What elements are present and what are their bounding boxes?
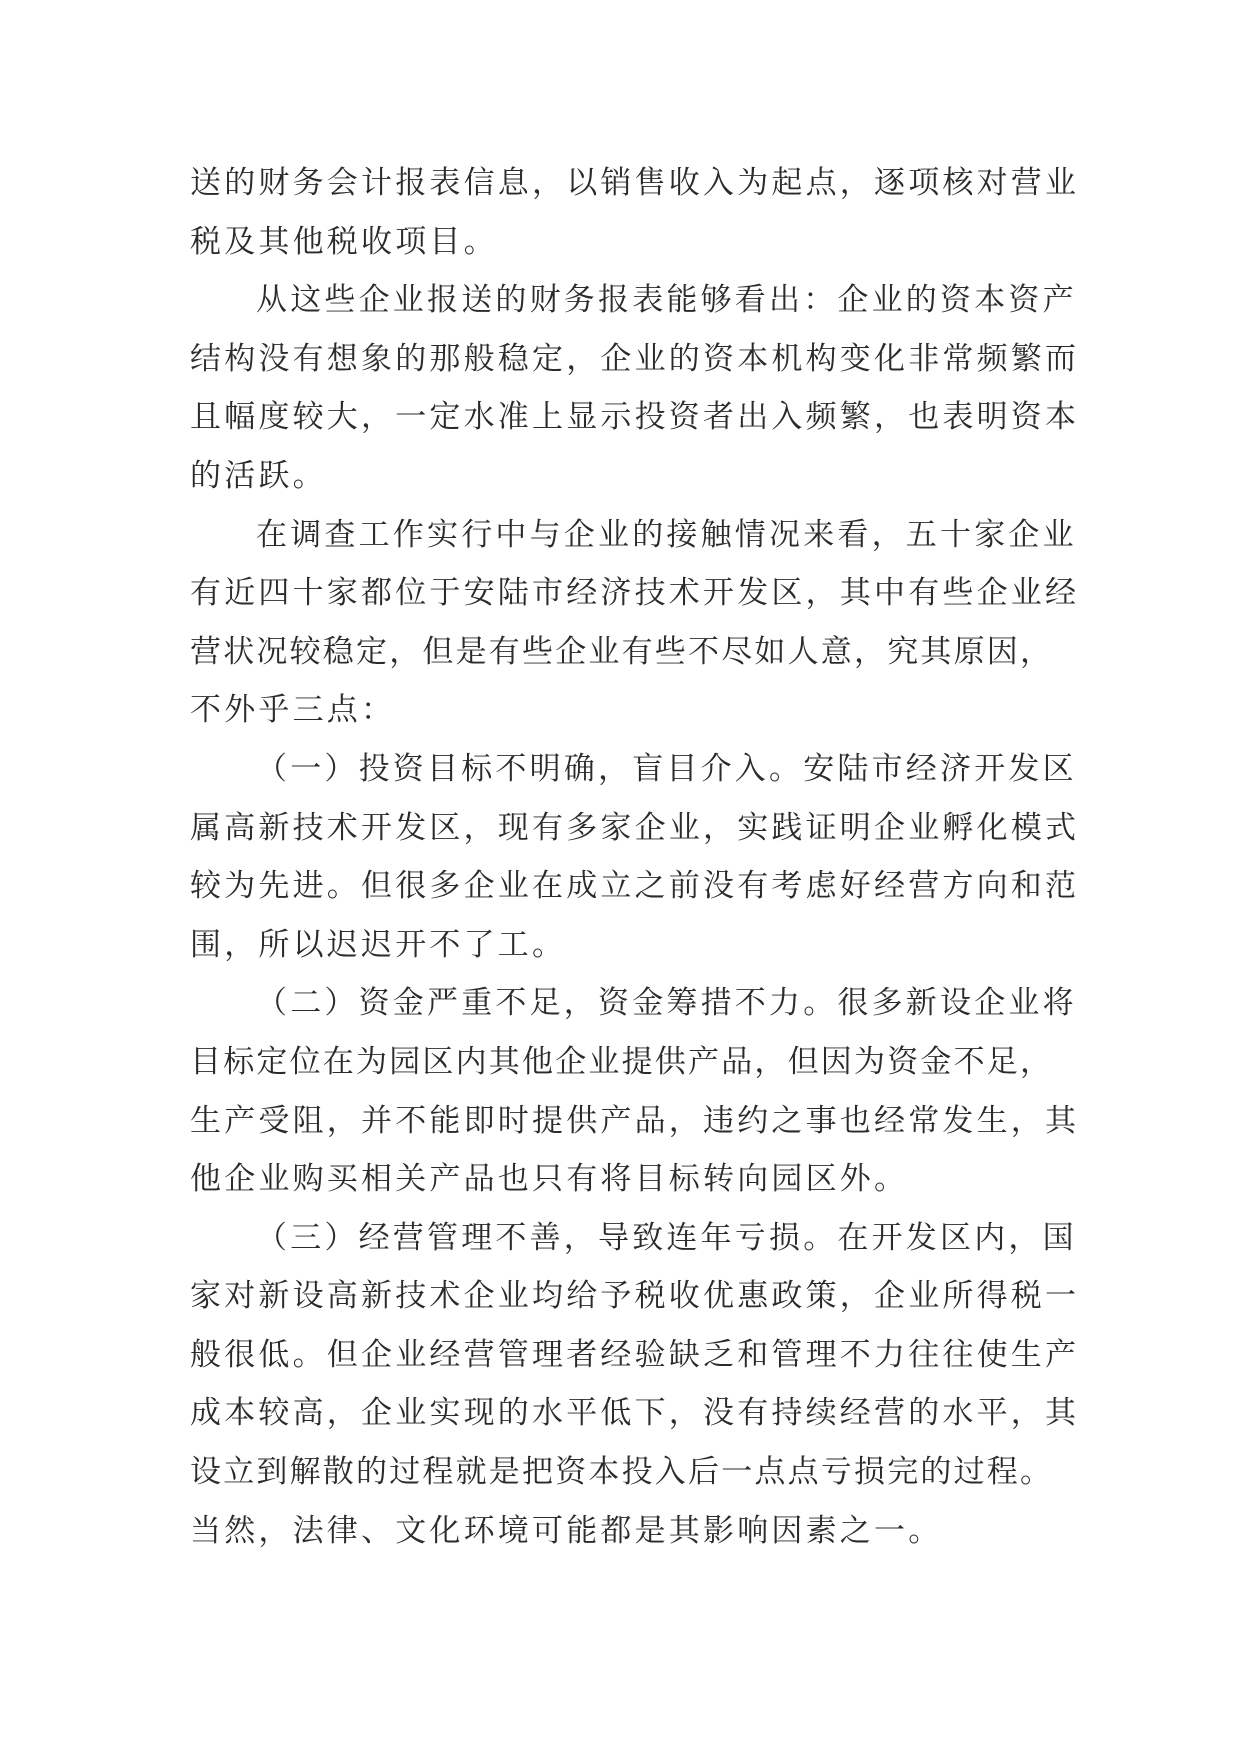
text-line: 结构没有想象的那般稳定，企业的资本机构变化非常频繁而 — [190, 340, 1080, 377]
text-line: 生产受阻，并不能即时提供产品，违约之事也经常发生，其 — [190, 1102, 1080, 1139]
paragraph-start-line: 在调查工作实行中与企业的接触情况来看，五十家企业 — [256, 516, 1077, 553]
text-line: 且幅度较大，一定水准上显示投资者出入频繁，也表明资本 — [190, 399, 1080, 436]
text-line: 设立到解散的过程就是把资本投入后一点点亏损完的过程。 — [190, 1454, 1054, 1491]
text-line: 目标定位在为园区内其他企业提供产品，但因为资金不足， — [190, 1043, 1054, 1080]
text-line: 成本较高，企业实现的水平低下，没有持续经营的水平，其 — [190, 1395, 1080, 1432]
body-text — [190, 154, 1080, 1560]
text-line: 围，所以迟迟开不了工。 — [190, 926, 567, 963]
text-line: 营状况较稳定，但是有些企业有些不尽如人意，究其原因， — [190, 633, 1054, 670]
section-item-line: （二）资金严重不足，资金筹措不力。很多新设企业将 — [256, 985, 1077, 1022]
text-line: 属高新技术开发区，现有多家企业，实践证明企业孵化模式 — [190, 809, 1080, 846]
text-line: 的活跃。 — [190, 457, 327, 494]
section-item-line: （一）投资目标不明确，盲目介入。安陆市经济开发区 — [256, 750, 1077, 787]
paragraph-start-line: 从这些企业报送的财务报表能够看出：企业的资本资产 — [256, 282, 1077, 319]
text-line: 不外乎三点： — [190, 692, 396, 729]
text-line: 他企业购买相关产品也只有将目标转向园区外。 — [190, 1161, 909, 1198]
text-line: 送的财务会计报表信息，以销售收入为起点，逐项核对营业 — [190, 165, 1080, 201]
text-line: 有近四十家都位于安陆市经济技术开发区，其中有些企业经 — [190, 575, 1080, 612]
text-line: 家对新设高新技术企业均给予税收优惠政策，企业所得税一 — [190, 1278, 1080, 1315]
text-line: 般很低。但企业经营管理者经验缺乏和管理不力往往使生产 — [190, 1336, 1080, 1373]
text-line: 当然，法律、文化环境可能都是其影响因素之一。 — [190, 1512, 943, 1549]
text-line: 较为先进。但很多企业在成立之前没有考虑好经营方向和范 — [190, 868, 1080, 905]
section-item-line: （三）经营管理不善，导致连年亏损。在开发区内，国 — [256, 1219, 1077, 1256]
text-line: 税及其他税收项目。 — [190, 223, 498, 260]
